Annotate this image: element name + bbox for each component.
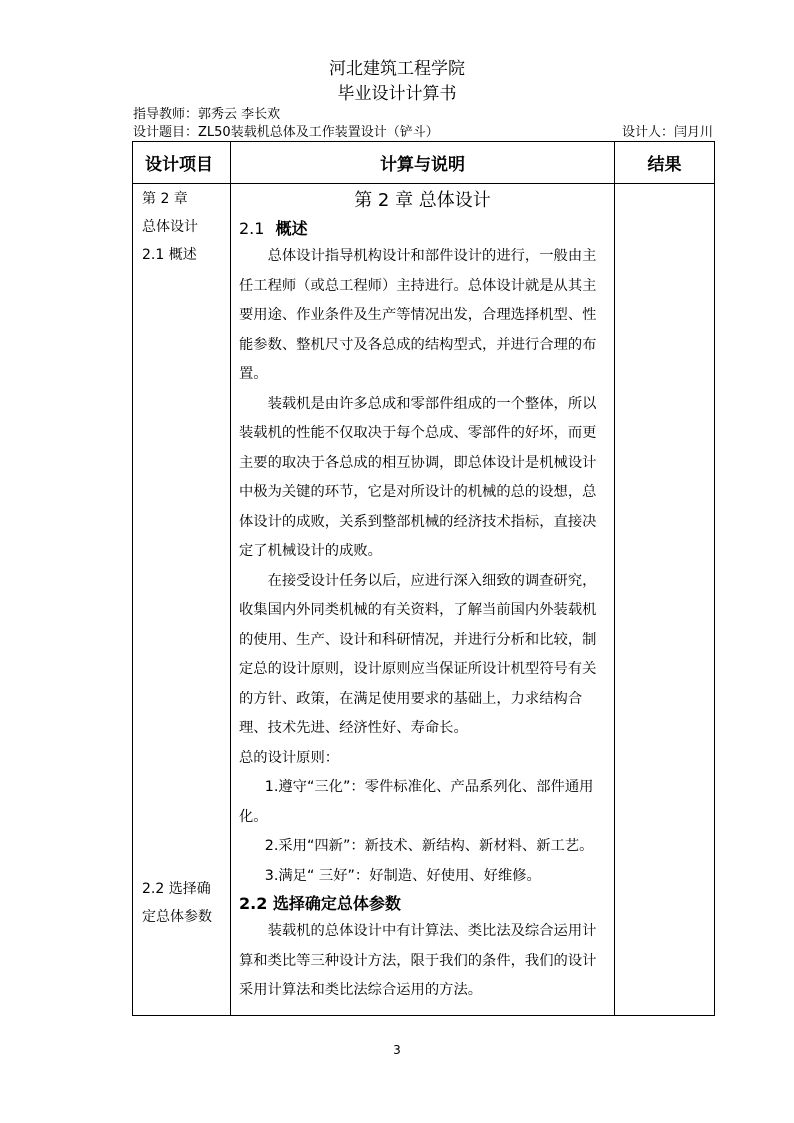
paragraph-1: 总体设计指导机构设计和部件设计的进行，一般由主任工程师（或总工程师）主持进行。总体设计就是从其主要用途、作业条件及生产等情况出发，合理选择机型、性能参数、整机尺寸及各总成的结构型式，并进行合理的布置。 <box>239 248 597 382</box>
calculation-table <box>132 141 715 1016</box>
table-header-row <box>133 142 715 184</box>
label-section-2-2-line2: 定总体参数 <box>142 909 212 925</box>
label-chapter-name: 总体设计 <box>142 219 198 235</box>
section-2-2-heading: 2.2 选择确定总体参数 <box>239 894 401 913</box>
label-chapter: 第 2 章 <box>142 191 188 207</box>
school-name: 河北建筑工程学院 <box>329 59 465 79</box>
label-section-2-1: 2.1 概述 <box>142 247 197 263</box>
column-header-result: 结果 <box>615 142 715 184</box>
paragraph-3: 在接受设计任务以后，应进行深入细致的调查研究，收集国内外同类机械的有关资料，了解当前国内外装载机的使用、生产、设计和科研情况，并进行分析和比较，制定总的设计原则，设计原则应当保证所设计机型符号有关的方针、政策，在满足使用要求的基础上，力求结构合理、技术先进、经济性好、寿命长。 <box>239 572 597 736</box>
section-2-1-title: 概述 <box>275 219 308 238</box>
calculation-cell <box>231 184 615 1016</box>
section-2-1-number: 2.1 <box>239 219 265 238</box>
principle-item-2: 2.采用“四新”：新技术、新结构、新材料、新工艺。 <box>264 838 594 854</box>
principle-item-1: 1.遵守“三化”：零件标准化、产品系列化、部件通用化。 <box>239 779 594 825</box>
paragraph-4: 装载机的总体设计中有计算法、类比法及综合运用计算和类比等三种设计方法，限于我们的条件，我们的设计采用计算法和类比法综合运用的方法。 <box>239 923 597 998</box>
page-number: 3 <box>393 1043 401 1057</box>
advisor-line: 指导教师：郭秀云 李长欢 <box>133 107 281 122</box>
design-item-cell <box>133 184 231 1016</box>
principles-label: 总的设计原则： <box>239 749 340 766</box>
principle-item-3: 3.满足“ 三好”：好制造、好使用、好维修。 <box>264 867 541 884</box>
section-2-1-heading <box>239 216 606 242</box>
document-title: 毕业设计计算书 <box>337 84 457 104</box>
design-topic-line: 设计题目：ZL50装载机总体及工作装置设计（铲斗） <box>133 125 439 140</box>
paragraph-2: 装载机是由许多总成和零部件组成的一个整体，所以装载机的性能不仅取决于每个总成、零部件的好坏，而更主要的取决于各总成的相互协调，即总体设计是机械设计中极为关键的环节，它是对所设计的机械的总的设想，总体设计的成败，关系到整部机械的经济技术指标，直接决定了机械设计的成败。 <box>239 395 597 559</box>
designer-line: 设计人：闫月川 <box>621 125 713 140</box>
chapter-title: 第 2 章 总体设计 <box>354 190 491 211</box>
result-cell <box>615 184 715 1016</box>
label-section-2-2-line1: 2.2 选择确 <box>142 881 211 897</box>
column-header-item: 设计项目 <box>133 142 231 184</box>
table-body-row <box>133 184 715 1016</box>
column-header-calc: 计算与说明 <box>231 142 615 184</box>
